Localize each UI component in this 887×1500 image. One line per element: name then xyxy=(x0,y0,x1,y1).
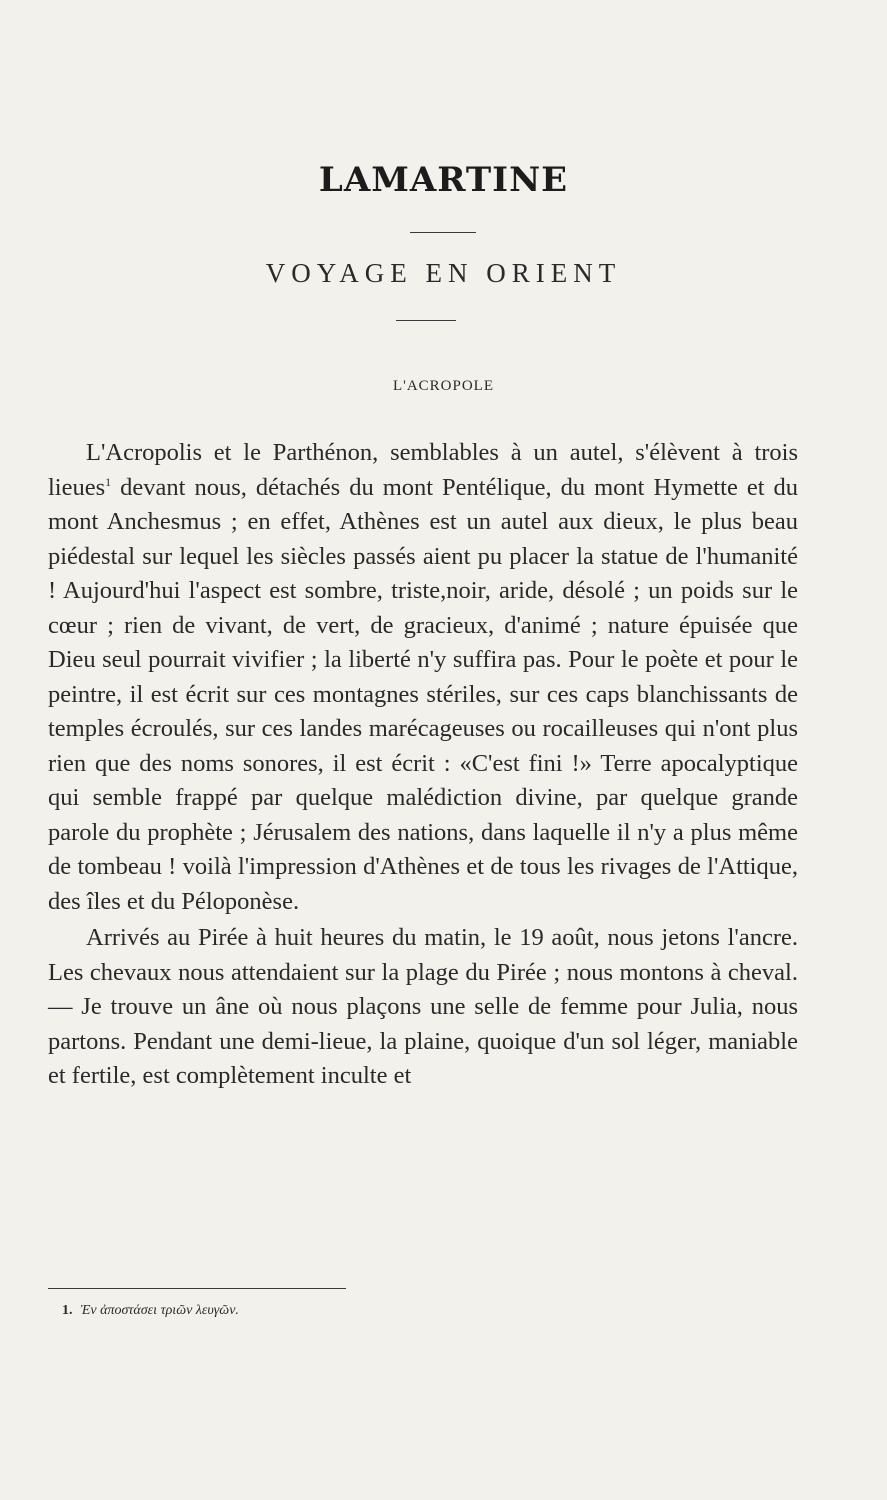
title-separator-rule xyxy=(410,232,476,233)
body-text xyxy=(48,436,798,1094)
author-heading: LAMARTINE xyxy=(318,160,569,200)
work-title: VOYAGE EN ORIENT xyxy=(265,258,622,288)
chapter-title: L'ACROPOLE xyxy=(392,378,495,394)
footnote-reference: 1 xyxy=(105,474,112,489)
footnote-number: 1. xyxy=(62,1303,73,1318)
paragraph-1-start: L'Acropolis et le Parthénon, semblables à un autel, s'élèvent à trois lieues xyxy=(48,439,798,501)
paragraph-1-rest: devant nous, détachés du mont Pentélique, du mont Hymette et du mont Anchesmus ; en effet, Athènes est un autel aux dieux, le plus beau piédestal sur lequel les siècles passés aient pu placer la statue de l'humanité ! Aujourd'hui l'aspect est sombre, triste,noir, aride, désolé ; un poids sur le cœur ; rien de vivant, de vert, de gracieux, d'animé ; nature épuisée que Dieu seul pourrait vivifier ; la liberté n'y suffira pas. Pour le poète et pour le peintre, il est écrit sur ces montagnes stériles, sur ces caps blanchissants de temples écroulés, sur ces landes marécageuses ou rocailleuses qui n'ont plus rien que des noms sonores, il est écrit : «C'est fini !» Terre apocalyptique qui semble frappé par quelque malédiction divine, par quelque grande parole du prophète ; Jérusalem des nations, dans laquelle il n'y a plus même de tombeau ! voilà l'impression d'Athènes et de tous les rivages de l'Attique, des îles et du Péloponèse. xyxy=(48,473,798,915)
footnote-separator-rule xyxy=(48,1288,346,1289)
paragraph-1 xyxy=(48,436,798,919)
chapter-separator-rule xyxy=(396,320,456,321)
footnote-text: Ἐν ἀποστάσει τριῶν λευγῶν. xyxy=(80,1303,239,1318)
footnote xyxy=(62,1303,239,1319)
paragraph-2: Arrivés au Pirée à huit heures du matin, le 19 août, nous jetons l'ancre. Les chevaux nous attendaient sur la plage du Pirée ; nous montons à cheval. — Je trouve un âne où nous plaçons une selle de femme pour Julia, nous partons. Pendant une demi-lieue, la plaine, quoique d'un sol léger, maniable et fertile, est complètement inculte et xyxy=(48,924,798,1089)
